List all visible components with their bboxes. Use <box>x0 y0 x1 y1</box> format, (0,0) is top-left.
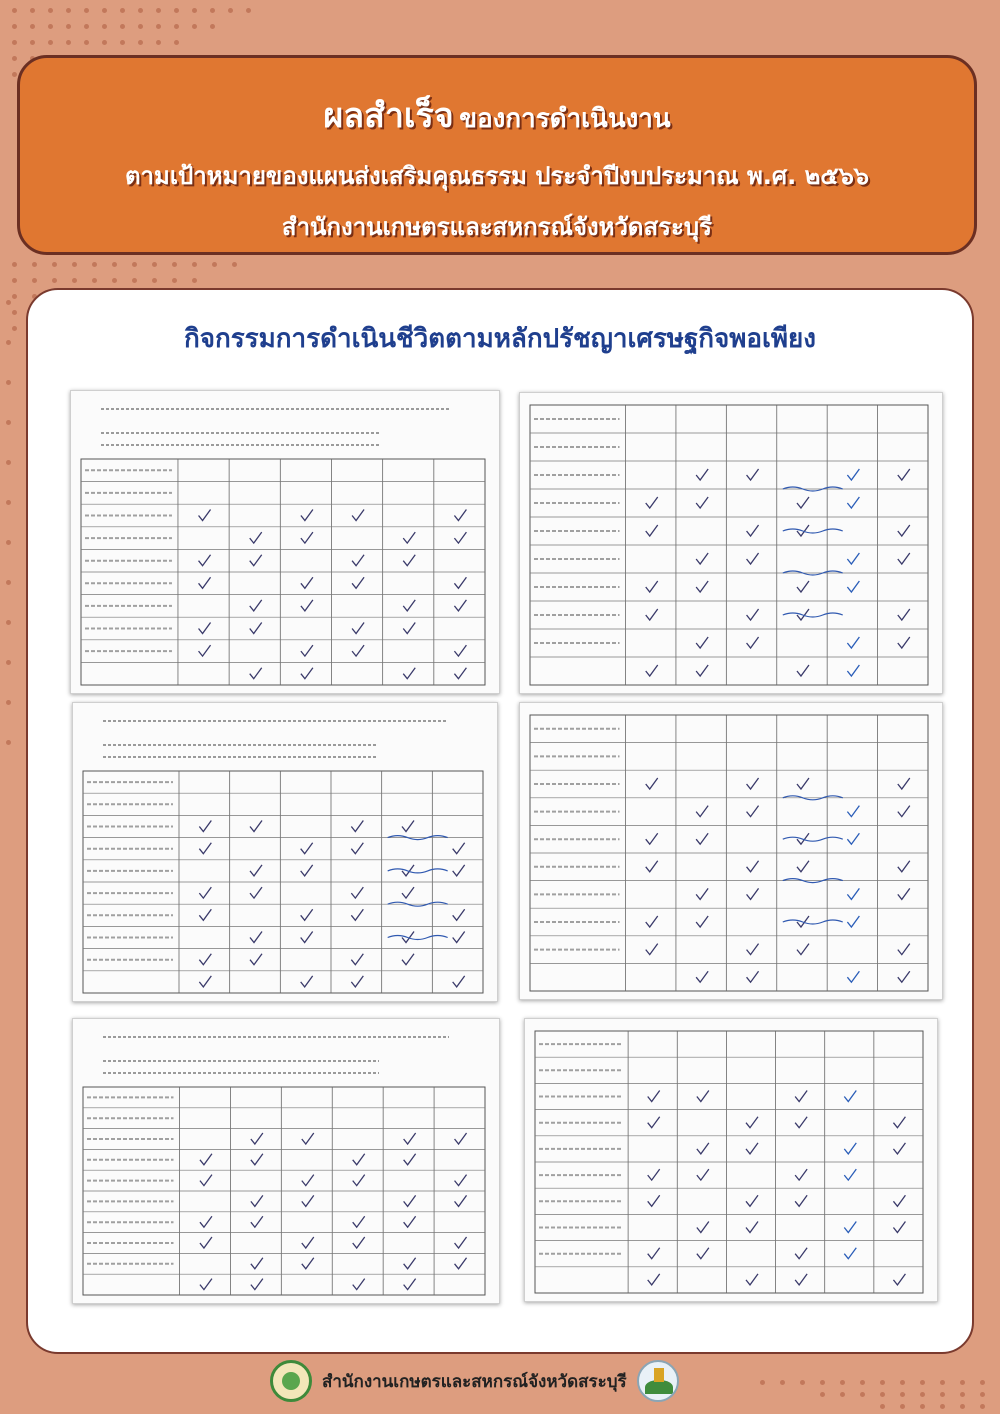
province-seal-icon <box>637 1360 679 1402</box>
ministry-seal-icon <box>270 1360 312 1402</box>
header-title-rest: ของการดำเนินงาน <box>459 104 671 134</box>
scanned-document-5 <box>72 1018 500 1304</box>
panel-title: กิจกรรมการดำเนินชีวิตตามหลักปรัชญาเศรษฐกิจพอเพียง <box>184 324 816 354</box>
scanned-document-2 <box>519 392 943 694</box>
header-subtitle: ตามเป้าหมายของแผนส่งเสริมคุณธรรม ประจำปีงบประมาณ พ.ศ. ๒๕๖๖ <box>124 162 870 190</box>
footer-org-name: สำนักงานเกษตรและสหกรณ์จังหวัดสระบุรี <box>322 1371 627 1392</box>
header-title-emphasis: ผลสำเร็จ <box>323 96 454 136</box>
scanned-document-3 <box>72 702 498 1002</box>
header-banner <box>17 55 977 255</box>
scanned-document-6 <box>524 1018 938 1302</box>
header-organization: สำนักงานเกษตรและสหกรณ์จังหวัดสระบุรี <box>281 213 713 241</box>
scanned-document-1 <box>70 390 500 694</box>
footer <box>270 1358 740 1404</box>
header-line1 <box>20 88 974 142</box>
scanned-document-4 <box>519 702 943 1000</box>
